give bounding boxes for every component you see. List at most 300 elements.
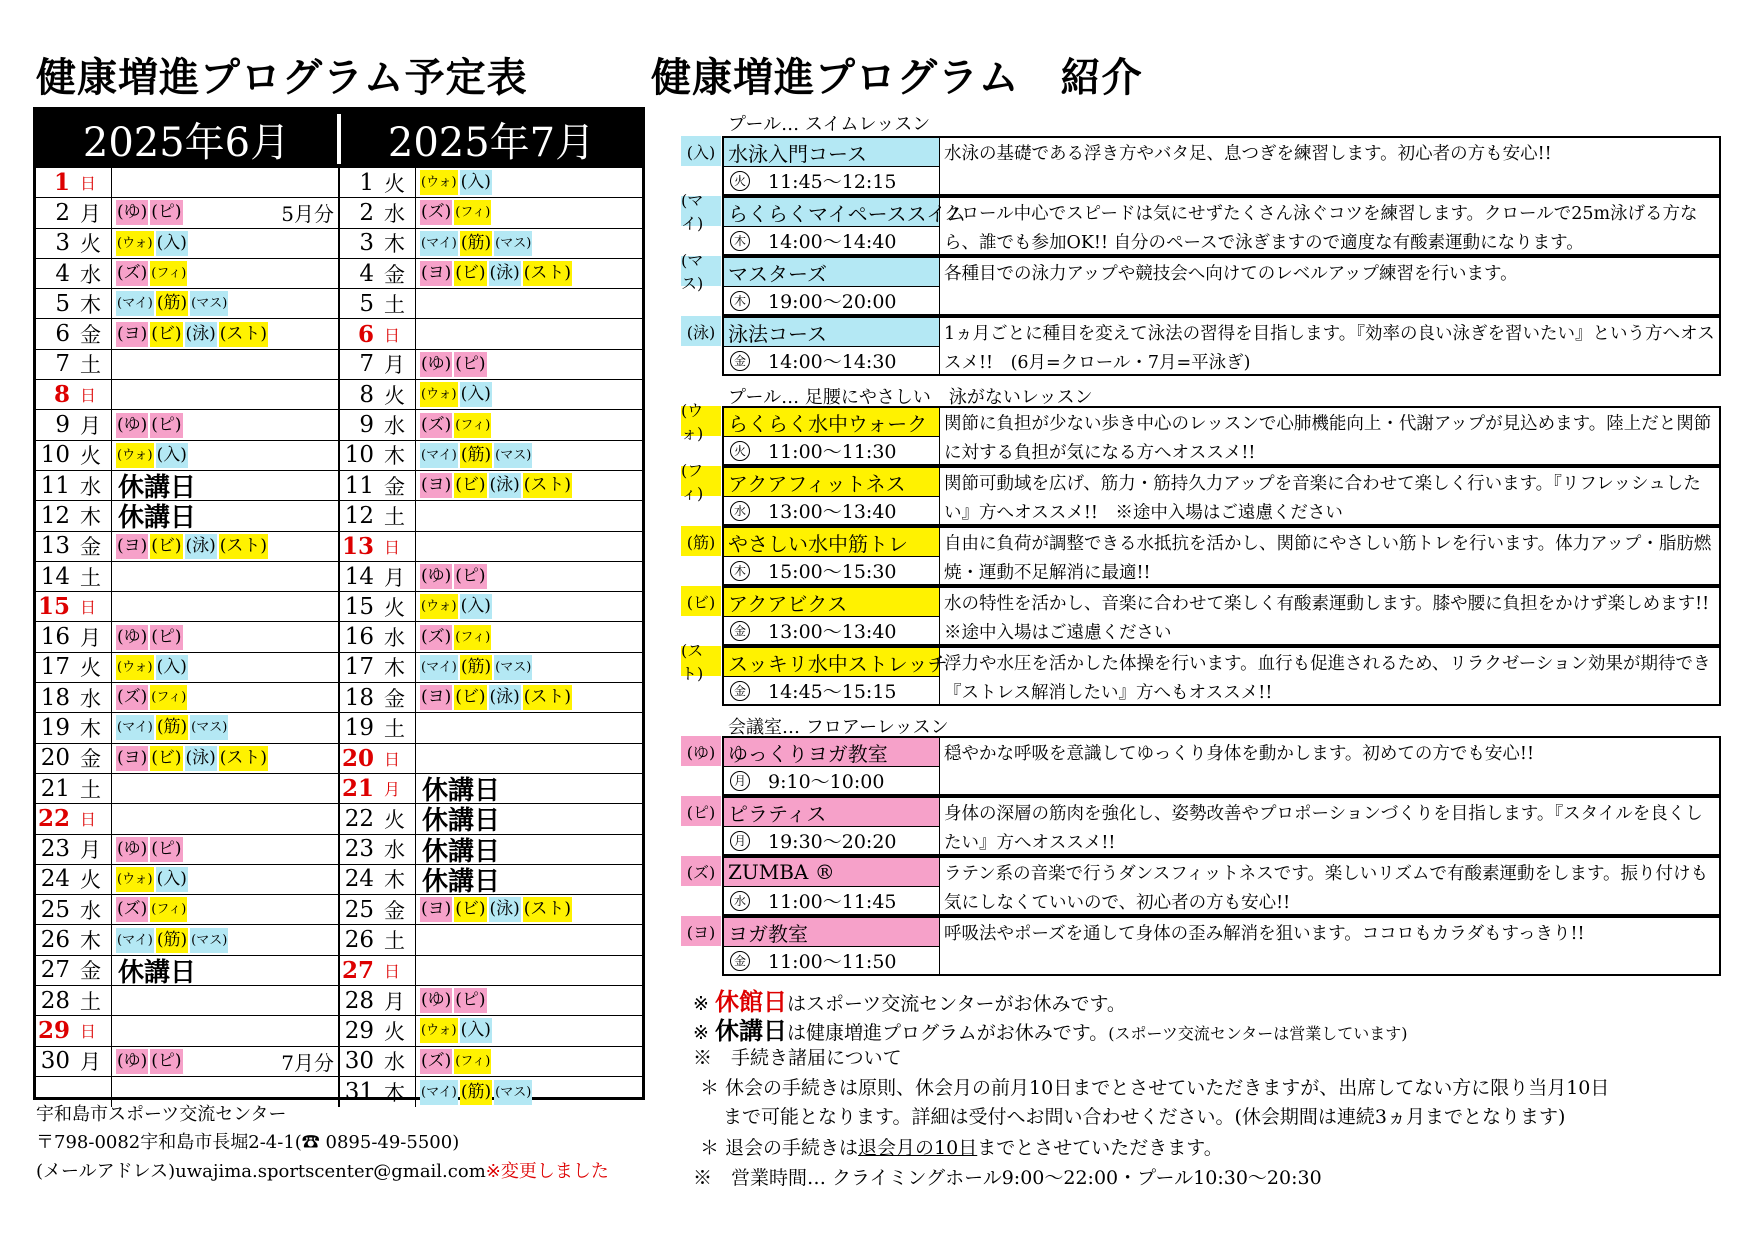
program-abbr: (スト) bbox=[681, 646, 721, 676]
class-tags bbox=[112, 1016, 116, 1045]
program-time bbox=[724, 287, 939, 314]
day-number: 4 bbox=[55, 260, 70, 287]
weekday: 土 bbox=[376, 289, 416, 318]
weekday: 土 bbox=[72, 986, 112, 1015]
program-time bbox=[724, 827, 939, 854]
calendar-row bbox=[36, 198, 338, 228]
class-tags bbox=[112, 532, 270, 561]
program-name: アクアビクス bbox=[724, 588, 939, 617]
program-abbr: (マイ) bbox=[681, 196, 721, 226]
center-address: 〒798-0082宇和島市長堀2-4-1(☎ 0895-49-5500) bbox=[36, 1132, 460, 1153]
class-tags bbox=[112, 895, 189, 924]
class-tag: (ゆ) bbox=[420, 352, 452, 377]
class-tag: (ウォ) bbox=[420, 382, 458, 407]
class-tags bbox=[112, 229, 190, 258]
class-tags bbox=[112, 683, 189, 712]
weekday: 木 bbox=[72, 713, 112, 742]
weekday: 金 bbox=[72, 532, 112, 561]
calendar-row bbox=[36, 532, 338, 562]
day-number: 13 bbox=[341, 532, 374, 560]
withdraw-pre: ＊ 退会の手続きは bbox=[700, 1137, 859, 1159]
program-entry bbox=[681, 401, 1721, 466]
weekday-circle: 木 bbox=[730, 291, 750, 311]
calendar-row bbox=[340, 1016, 642, 1046]
class-tags bbox=[112, 562, 116, 591]
day-number: 30 bbox=[344, 1048, 374, 1075]
program-abbr: (泳) bbox=[681, 316, 721, 346]
day-number: 28 bbox=[344, 987, 374, 1014]
class-tags bbox=[416, 1077, 534, 1107]
calendar-row bbox=[340, 925, 642, 955]
class-tags bbox=[416, 1047, 493, 1076]
calendar-row bbox=[340, 410, 642, 440]
program-time bbox=[724, 767, 939, 794]
weekday: 火 bbox=[72, 865, 112, 894]
class-tag: (ピ) bbox=[454, 988, 486, 1013]
column-divider bbox=[939, 588, 940, 644]
class-tag: (スト) bbox=[523, 897, 572, 922]
weekday: 金 bbox=[376, 895, 416, 924]
program-description: 身体の深層の筋肉を強化し、姿勢改善やプロポーションづくりを目指します。『スタイルを良くしたい』方へオススメ!! bbox=[944, 804, 1703, 853]
program-abbr: (筋) bbox=[681, 526, 721, 556]
class-tag: (マイ) bbox=[420, 1080, 458, 1105]
day-number: 25 bbox=[40, 896, 70, 923]
program-name: ZUMBA ® bbox=[724, 858, 939, 887]
note-withdraw bbox=[700, 1133, 1223, 1160]
program-name: スッキリ水中ストレッチ bbox=[724, 648, 939, 677]
time-range: 19:00～20:00 bbox=[768, 291, 897, 313]
calendar-row bbox=[36, 380, 338, 410]
class-tag: (泳) bbox=[489, 473, 521, 498]
program-box bbox=[722, 256, 1721, 316]
calendar-row bbox=[36, 562, 338, 592]
class-tags bbox=[416, 350, 489, 379]
class-tag: (筋) bbox=[460, 231, 492, 256]
weekday: 土 bbox=[72, 562, 112, 591]
program-entry bbox=[681, 461, 1721, 526]
weekday: 月 bbox=[72, 835, 112, 864]
program-name: アクアフィットネス bbox=[724, 468, 939, 497]
class-tag: (ズ) bbox=[420, 1049, 452, 1074]
class-tag: (ヨ) bbox=[420, 897, 452, 922]
calendar-row bbox=[340, 986, 642, 1016]
calendar-row bbox=[340, 441, 642, 471]
class-tags bbox=[112, 198, 185, 227]
time-range: 19:30～20:20 bbox=[768, 831, 897, 853]
calendar-row bbox=[340, 229, 642, 259]
program-description: 1ヵ月ごとに種目を変えて泳法の習得を目指します。『効率の良い泳ぎを習いたい』という方へオススメ!! (6月=クロール・7月=平泳ぎ) bbox=[944, 324, 1715, 373]
weekday-circle: 月 bbox=[730, 831, 750, 851]
day-number: 11 bbox=[40, 472, 70, 499]
weekday: 日 bbox=[72, 804, 112, 833]
day-number: 7 bbox=[359, 351, 374, 378]
email-changed-note: ※変更しました bbox=[485, 1161, 609, 1182]
program-name: 水泳入門コース bbox=[724, 138, 939, 167]
day-number: 18 bbox=[40, 684, 70, 711]
weekday: 月 bbox=[376, 562, 416, 591]
class-tag: (マイ) bbox=[116, 291, 154, 316]
no-class-label: 休講日 bbox=[118, 473, 197, 504]
class-tags bbox=[416, 441, 534, 470]
class-tag: (ビ) bbox=[454, 473, 486, 498]
day-number: 20 bbox=[40, 745, 70, 772]
program-name: マスターズ bbox=[724, 258, 939, 287]
class-tags bbox=[112, 835, 185, 864]
class-tag: (ゆ) bbox=[116, 1049, 148, 1074]
class-tags bbox=[416, 259, 574, 288]
weekday-circle: 金 bbox=[730, 351, 750, 371]
calendar-row bbox=[36, 410, 338, 440]
calendar-row bbox=[36, 289, 338, 319]
weekday: 火 bbox=[72, 653, 112, 682]
class-tag: (マス) bbox=[494, 443, 532, 468]
class-tag: (ゆ) bbox=[116, 413, 148, 438]
class-tag: (スト) bbox=[523, 261, 572, 286]
class-tag: (ズ) bbox=[420, 200, 452, 225]
calendar-row bbox=[36, 804, 338, 834]
class-tag: (フィ) bbox=[454, 1049, 491, 1074]
day-number: 19 bbox=[40, 714, 70, 741]
weekday: 水 bbox=[72, 259, 112, 288]
class-tag: (入) bbox=[156, 867, 188, 892]
day-number: 21 bbox=[341, 775, 374, 803]
weekday: 日 bbox=[376, 319, 416, 348]
calendar-row bbox=[340, 622, 642, 652]
column-divider bbox=[939, 408, 940, 464]
day-number: 14 bbox=[344, 563, 374, 590]
no-class-small: (スポーツ交流センターは営業しています) bbox=[1108, 1024, 1408, 1043]
class-tag: (筋) bbox=[156, 715, 188, 740]
program-box bbox=[722, 586, 1727, 646]
weekday-circle: 火 bbox=[730, 171, 750, 191]
calendar-row bbox=[36, 168, 338, 198]
program-entry bbox=[681, 916, 1721, 976]
weekday: 水 bbox=[72, 683, 112, 712]
class-tag: (泳) bbox=[185, 746, 217, 771]
class-tags bbox=[112, 380, 116, 409]
weekday: 火 bbox=[376, 1016, 416, 1045]
weekday: 火 bbox=[376, 804, 416, 833]
day-number: 12 bbox=[344, 502, 374, 529]
class-tag: (泳) bbox=[185, 322, 217, 347]
class-tag: (ピ) bbox=[150, 1049, 182, 1074]
class-tag: (ウォ) bbox=[420, 1018, 458, 1043]
class-tags bbox=[112, 259, 189, 288]
calendar-row bbox=[340, 683, 642, 713]
day-number: 1 bbox=[53, 169, 70, 197]
weekday: 金 bbox=[376, 683, 416, 712]
class-tags bbox=[416, 956, 420, 985]
weekday: 日 bbox=[72, 168, 112, 197]
program-description: 各種目での泳力アップや競技会へ向けてのレベルアップ練習を行います。 bbox=[944, 264, 1518, 284]
note-mark: ※ bbox=[693, 993, 709, 1015]
weekday-circle: 木 bbox=[730, 231, 750, 251]
program-abbr: (ヨ) bbox=[681, 916, 721, 946]
day-number: 19 bbox=[344, 714, 374, 741]
class-tags bbox=[112, 925, 230, 954]
class-tag: (ヨ) bbox=[116, 746, 148, 771]
calendar-row bbox=[36, 956, 338, 986]
category-pool-walk: プール… 足腰にやさしい 泳がないレッスン bbox=[728, 387, 1093, 408]
class-tag: (入) bbox=[460, 170, 492, 195]
program-time bbox=[724, 947, 939, 974]
note-suspend-2: まで可能となります。詳細は受付へお問い合わせください。(休会期間は連続3ヵ月までとなります) bbox=[723, 1106, 1566, 1128]
weekday: 日 bbox=[72, 592, 112, 621]
weekday: 月 bbox=[376, 774, 416, 803]
class-tags bbox=[416, 683, 574, 712]
day-number: 3 bbox=[359, 230, 374, 257]
class-tag: (ゆ) bbox=[420, 988, 452, 1013]
program-description: 水泳の基礎である浮き方やバタ足、息つぎを練習します。初心者の方も安心!! bbox=[944, 144, 1552, 164]
program-abbr: (入) bbox=[681, 136, 721, 166]
class-tag: (ヨ) bbox=[420, 685, 452, 710]
program-description: 自由に負荷が調整できる水抵抗を活かし、関節にやさしい筋トレを行います。体力アップ・脂肪燃焼・運動不足解消に最適!! bbox=[944, 534, 1712, 583]
class-tags bbox=[416, 622, 493, 651]
weekday: 水 bbox=[376, 410, 416, 439]
calendar-row bbox=[36, 835, 338, 865]
class-tag: (ビ) bbox=[150, 322, 182, 347]
program-entry bbox=[681, 316, 1721, 376]
calendar-row bbox=[340, 471, 642, 501]
calendar-row bbox=[36, 229, 338, 259]
calendar-row bbox=[340, 562, 642, 592]
program-description: クロール中心でスピードは気にせずたくさん泳ぐコツを練習します。クロールで25m泳げる方なら、誰でも参加OK!! 自分のペースで泳ぎますので適度な有酸素運動になります。 bbox=[944, 204, 1698, 253]
calendar-row bbox=[36, 774, 338, 804]
calendar-row bbox=[36, 653, 338, 683]
calendar-row bbox=[340, 501, 642, 531]
class-tag: (ピ) bbox=[150, 837, 182, 862]
calendar-row bbox=[340, 895, 642, 925]
calendar-row bbox=[340, 713, 642, 743]
withdraw-post: までとさせていただきます。 bbox=[977, 1137, 1223, 1159]
program-description: 穏やかな呼吸を意識してゆっくり身体を動かします。初めての方でも安心!! bbox=[944, 744, 1534, 764]
calendar-row bbox=[340, 380, 642, 410]
program-box bbox=[722, 406, 1721, 466]
calendar-row bbox=[340, 1077, 642, 1107]
program-time bbox=[724, 677, 939, 704]
class-tag: (筋) bbox=[156, 928, 188, 953]
weekday: 日 bbox=[72, 380, 112, 409]
program-abbr: (マス) bbox=[681, 256, 721, 286]
weekday: 金 bbox=[72, 744, 112, 773]
class-tag: (スト) bbox=[219, 746, 268, 771]
class-tag: (ズ) bbox=[116, 261, 148, 286]
weekday: 木 bbox=[376, 653, 416, 682]
class-tag: (ウォ) bbox=[116, 867, 154, 892]
class-tag: (スト) bbox=[523, 685, 572, 710]
calendar-row bbox=[36, 865, 338, 895]
weekday: 木 bbox=[376, 1077, 416, 1107]
note-suspend-1: ＊ 休会の手続きは原則、休会月の前月10日までとさせていただきますが、出席してない方に限り当月10日 bbox=[700, 1077, 1610, 1099]
day-number: 10 bbox=[344, 442, 374, 469]
program-time bbox=[724, 887, 939, 914]
month-fee-note: 7月分 bbox=[281, 1050, 334, 1075]
program-box bbox=[722, 916, 1721, 976]
column-divider bbox=[939, 858, 940, 914]
calendar-row bbox=[340, 319, 642, 349]
class-tag: (ビ) bbox=[454, 685, 486, 710]
day-number: 9 bbox=[359, 412, 374, 439]
class-tags bbox=[416, 1016, 494, 1045]
class-tag: (泳) bbox=[489, 685, 521, 710]
calendar-row bbox=[36, 986, 338, 1016]
day-number: 30 bbox=[40, 1048, 70, 1075]
class-tag: (フィ) bbox=[150, 685, 187, 710]
program-entry bbox=[681, 736, 1721, 796]
weekday: 土 bbox=[72, 350, 112, 379]
month-fee-note: 5月分 bbox=[281, 202, 334, 227]
class-tags bbox=[416, 562, 489, 591]
weekday: 木 bbox=[376, 229, 416, 258]
day-number: 2 bbox=[55, 199, 70, 226]
calendar-row bbox=[340, 350, 642, 380]
column-divider bbox=[939, 468, 940, 524]
weekday: 火 bbox=[376, 380, 416, 409]
no-class-label: 休講日 bbox=[422, 806, 501, 837]
weekday-circle: 木 bbox=[730, 561, 750, 581]
day-number: 29 bbox=[37, 1017, 70, 1045]
class-tags bbox=[416, 532, 420, 561]
program-time bbox=[724, 557, 939, 584]
calendar-row bbox=[36, 259, 338, 289]
class-tag: (マイ) bbox=[420, 443, 458, 468]
program-description: ラテン系の音楽で行うダンスフィットネスです。楽しいリズムで有酸素運動をします。振り付けも気にしなくていいので、初心者の方も安心!! bbox=[944, 864, 1709, 913]
day-number: 6 bbox=[357, 320, 374, 348]
calendar-row bbox=[36, 895, 338, 925]
class-tags bbox=[416, 168, 494, 197]
program-abbr: (ウォ) bbox=[681, 406, 721, 436]
time-range: 13:00～13:40 bbox=[768, 501, 897, 523]
weekday: 月 bbox=[72, 410, 112, 439]
day-number: 8 bbox=[53, 381, 70, 409]
program-time bbox=[724, 167, 939, 194]
closed-day-text: はスポーツ交流センターがお休みです。 bbox=[786, 993, 1126, 1015]
program-abbr: (ビ) bbox=[681, 586, 721, 616]
center-name: 宇和島市スポーツ交流センター bbox=[36, 1104, 287, 1125]
time-range: 11:00～11:45 bbox=[768, 891, 897, 913]
calendar-row bbox=[340, 1047, 642, 1077]
weekday-circle: 金 bbox=[730, 951, 750, 971]
day-number: 20 bbox=[341, 744, 374, 772]
class-tag: (ゆ) bbox=[116, 625, 148, 650]
class-tag: (入) bbox=[460, 1018, 492, 1043]
program-box bbox=[722, 526, 1721, 586]
class-tag: (筋) bbox=[156, 291, 188, 316]
class-tags bbox=[112, 350, 116, 379]
day-number: 23 bbox=[344, 836, 374, 863]
day-number: 24 bbox=[40, 866, 70, 893]
class-tag: (泳) bbox=[489, 897, 521, 922]
class-tag: (ゆ) bbox=[420, 564, 452, 589]
day-number: 17 bbox=[40, 654, 70, 681]
class-tag: (フィ) bbox=[454, 200, 491, 225]
class-tag: (ズ) bbox=[420, 413, 452, 438]
day-number: 16 bbox=[344, 624, 374, 651]
column-divider bbox=[939, 258, 940, 314]
program-time bbox=[724, 617, 939, 644]
day-number: 8 bbox=[359, 381, 374, 408]
calendar-row bbox=[340, 198, 642, 228]
schedule-title: 健康増進プログラム予定表 bbox=[36, 55, 528, 101]
class-tags bbox=[416, 380, 494, 409]
day-number: 26 bbox=[40, 927, 70, 954]
day-number: 7 bbox=[55, 351, 70, 378]
class-tag: (フィ) bbox=[150, 897, 187, 922]
class-tag: (ピ) bbox=[454, 564, 486, 589]
weekday: 火 bbox=[376, 592, 416, 621]
weekday: 金 bbox=[72, 319, 112, 348]
class-tag: (入) bbox=[460, 382, 492, 407]
class-tag: (泳) bbox=[185, 534, 217, 559]
program-time bbox=[724, 437, 939, 464]
june-heading: 2025年6月 bbox=[82, 119, 291, 166]
class-tags bbox=[112, 986, 116, 1015]
column-divider bbox=[939, 648, 940, 704]
program-box bbox=[722, 316, 1721, 376]
weekday: 月 bbox=[376, 986, 416, 1015]
program-name: 泳法コース bbox=[724, 318, 939, 347]
class-tag: (マイ) bbox=[116, 928, 154, 953]
calendar-table bbox=[33, 107, 645, 1106]
class-tag: (筋) bbox=[460, 443, 492, 468]
july-column bbox=[338, 168, 642, 1107]
weekday: 木 bbox=[376, 441, 416, 470]
calendar-row bbox=[36, 350, 338, 380]
day-number: 22 bbox=[344, 805, 374, 832]
class-tags bbox=[112, 1047, 185, 1076]
class-tag: (ウォ) bbox=[420, 170, 458, 195]
class-tag: (ゆ) bbox=[116, 200, 148, 225]
class-tags bbox=[112, 774, 116, 803]
no-class-label: 休講日 bbox=[714, 1017, 787, 1045]
class-tag: (ヨ) bbox=[420, 473, 452, 498]
class-tag: (ビ) bbox=[454, 897, 486, 922]
class-tag: (ビ) bbox=[150, 746, 182, 771]
column-divider bbox=[939, 318, 940, 374]
email-text: (メールアドレス)uwajima.sportscenter@gmail.com bbox=[36, 1161, 486, 1182]
class-tag: (入) bbox=[156, 443, 188, 468]
class-tag: (スト) bbox=[219, 322, 268, 347]
class-tag: (スト) bbox=[523, 473, 572, 498]
time-range: 14:00～14:30 bbox=[768, 351, 897, 373]
weekday: 月 bbox=[72, 622, 112, 651]
weekday-circle: 金 bbox=[730, 681, 750, 701]
class-tags bbox=[112, 622, 185, 651]
weekday-circle: 月 bbox=[730, 771, 750, 791]
class-tags bbox=[416, 653, 534, 682]
calendar-row bbox=[340, 532, 642, 562]
program-name: ゆっくりヨガ教室 bbox=[724, 738, 939, 767]
program-time bbox=[724, 497, 939, 524]
class-tag: (マイ) bbox=[420, 231, 458, 256]
day-number: 3 bbox=[55, 230, 70, 257]
calendar-row bbox=[36, 713, 338, 743]
note-hours: ※ 営業時間… クライミングホール9:00～22:00・プール10:30～20:30 bbox=[693, 1167, 1322, 1189]
calendar-row bbox=[36, 1016, 338, 1046]
class-tag: (ピ) bbox=[150, 200, 182, 225]
class-tag: (ビ) bbox=[150, 534, 182, 559]
program-time bbox=[724, 227, 939, 254]
column-divider bbox=[939, 138, 940, 194]
class-tag: (フィ) bbox=[150, 261, 187, 286]
weekday: 日 bbox=[376, 744, 416, 773]
day-number: 21 bbox=[40, 775, 70, 802]
class-tag: (ズ) bbox=[116, 897, 148, 922]
no-class-label: 休講日 bbox=[422, 836, 501, 867]
day-number: 22 bbox=[37, 805, 70, 833]
class-tag: (フィ) bbox=[454, 413, 491, 438]
day-number: 9 bbox=[55, 412, 70, 439]
